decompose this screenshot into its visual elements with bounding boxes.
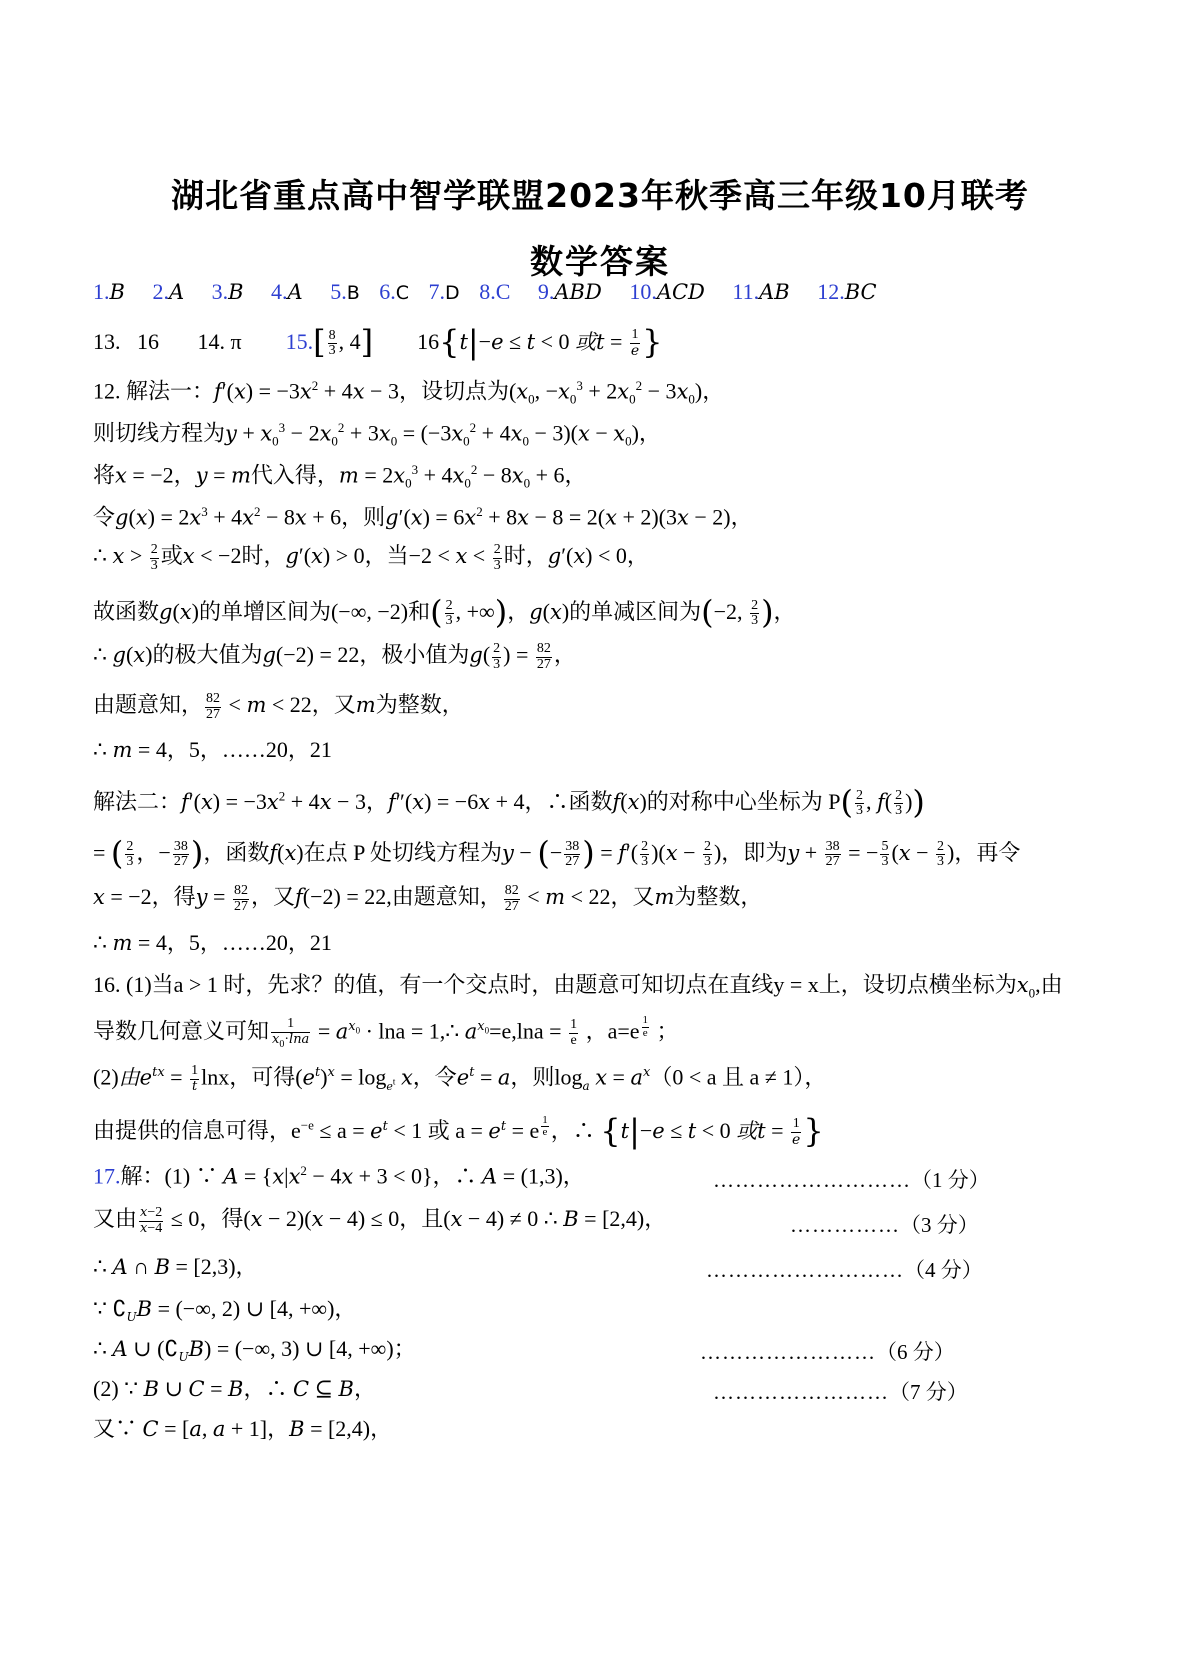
score-1: ………………………（1 分）	[713, 1168, 990, 1192]
answer-1: 1.B	[93, 279, 125, 304]
answer-7: 7.D	[428, 279, 460, 304]
fill-answers-row: 13. 16 14. π 15.[ $\frac{8}{3}$ , 4] 16{t|−e ≤ t < 0 或t = $\frac{1}{e}$ }	[93, 323, 663, 361]
answer-11: 11.AB	[732, 279, 790, 304]
answer-4: 4.A	[271, 279, 303, 304]
document-subtitle: 数学答案	[530, 242, 670, 281]
answer-3: 3.B	[211, 279, 244, 304]
answer-5: 5.B	[330, 279, 360, 304]
answer-10: 10.ACD	[629, 279, 705, 304]
answer-9: 9.ABD	[537, 279, 602, 304]
score-4: ………………………（4 分）	[706, 1258, 983, 1282]
score-7: ……………………（7 分）	[713, 1380, 968, 1404]
document-title: 湖北省重点高中智学联盟2023年秋季高三年级10月联考	[171, 176, 1029, 215]
choice-answers-row	[93, 279, 1113, 305]
score-3: ……………（3 分）	[790, 1213, 979, 1237]
document-page: 湖北省重点高中智学联盟2023年秋季高三年级10月联考 数学答案 1.B 2.A 3.B 4.A 5.B 6.C 7.D 8.C 9.ABD 10.ACD 11.AB 12.BC 13. 16 14. π 15.[ $\frac{8}{3}$ , 4] 16{t|−e ≤ t < 0 或t = $\frac{1}{e}$ } 12. 解法一：$f'(x) = -3x^2 + 4x - 3$，设切点为($x_0$, $-x_0^3 + 2x_0^2 - 3x_0$)， 则切线方程为$y + x_0^3 - 2x_0^2 + 3x_0 = (-3x_0^2 + 4x_0 - 3)(x - x_0)$， 将x = −2，y = m代入得，$m = 2x_0^3 + 4x_0^2 - 8x_0 + 6$， 令$g(x) = 2x^3 + 4x^2 - 8x + 6$，则$g'(x) = 6x^2 + 8x - 8 = 2(x + 2)(3x - 2)$， ∴ x > $\frac{2}{3}$ 或x < −2时，g′(x) > 0，当−2 < x < $\frac{2}{3}$ 时，g′(x) < 0， 故函数g(x)的单增区间为(−∞, −2)和( $\frac{2}{3}$ , +∞)，g(x)的单减区间为(−2, $\frac{2}{3}$ )， ∴ g(x)的极大值为g(−2) = 22，极小值为g( $\frac{2}{3}$ ) = $\frac{82}{27}$ ， 由题意知， $\frac{82}{27}$ < m < 22，又m为整数， ∴ m = 4，5，……20，21 解法二：$f'(x) = -3x^2 + 4x - 3$，f″(x) = −6x + 4，∴函数f(x)的对称中心坐标为 P( $\frac{2}{3}$ , f( $\frac{2}{3}$ )) = ( $\frac{2}{3}$ ，− $\frac{38}{27}$ )，函数f(x)在点 P 处切线方程为y − (− $\frac{38}{27}$ ) = f′( $\frac{2}{3}$ )(x − $\frac{2}{3}$ )，即为y + $\frac{38}{27}$ = − $\frac{5}{3}$ (x − $\frac{2}{3}$ )，再令 x = −2，得y = $\frac{82}{27}$ ，又f(−2) = 22,由题意知， $\frac{82}{27}$ < m < 22，又m为整数， ∴ m = 4，5，……20，21 16. (1)当a > 1 时，先求？的值，有一个交点时，由题意可知切点在直线y = x上，设切点横坐标为$x_0$,由 导数几何意义可知 $\frac{1}{x_0\cdot\ln a}$ = $a^{x_0} \cdot \ln a$ = 1,∴ $a^{x_0}=e,\ln a$ = $\frac{1}{e}$ ，a=e $^{\frac{1}{e}}$ ； (2)由$e^{tx}$ = $\frac{1}{t}$ lnx，可得$(e^t)^x = \log_{e^t} x$，令$e^t = a$，则$\log_a x = a^x(0 < a$ 且 a ≠ 1）， 由提供的信息可得，$e^{-e} \le a = e^t < 1$ 或 $a = e^t = e$ $^{\frac{1}{e}}$ ，∴ {t|−e ≤ t < 0 或t = $\frac{1}{e}$ } 17.解：(1) ∵ $A = \{x|x^2 - 4x + 3 < 0\}$，∴ A = (1,3)， ………………………（1 分） 又由 $\frac{x-2}{x-4}$ ≤ 0，得(x − 2)(x − 4) ≤ 0，且(x − 4) ≠ 0 ∴ B = [2,4)， ……………（3 分） ∴ A ∩ B = [2,3)， ………………………（4 分） ∵ $∁_UB$ = (−∞, 2) ∪ [4, +∞)， ∴ A ∪ $(∁_UB)$ = (−∞, 3) ∪ [4, +∞)； ……………………（6 分） (2) ∵ B ∪ C = B，∴ C ⊆ B， ……………………（7 分） 又∵ C = [a, a + 1]，B = [2,4)，	[0, 0, 1200, 1664]
answer-8: 8.C	[479, 279, 511, 304]
answer-6: 6.C	[379, 279, 410, 304]
score-6: ……………………（6 分）	[700, 1340, 955, 1364]
answer-2: 2.A	[152, 279, 185, 304]
answer-12: 12.BC	[817, 279, 877, 304]
